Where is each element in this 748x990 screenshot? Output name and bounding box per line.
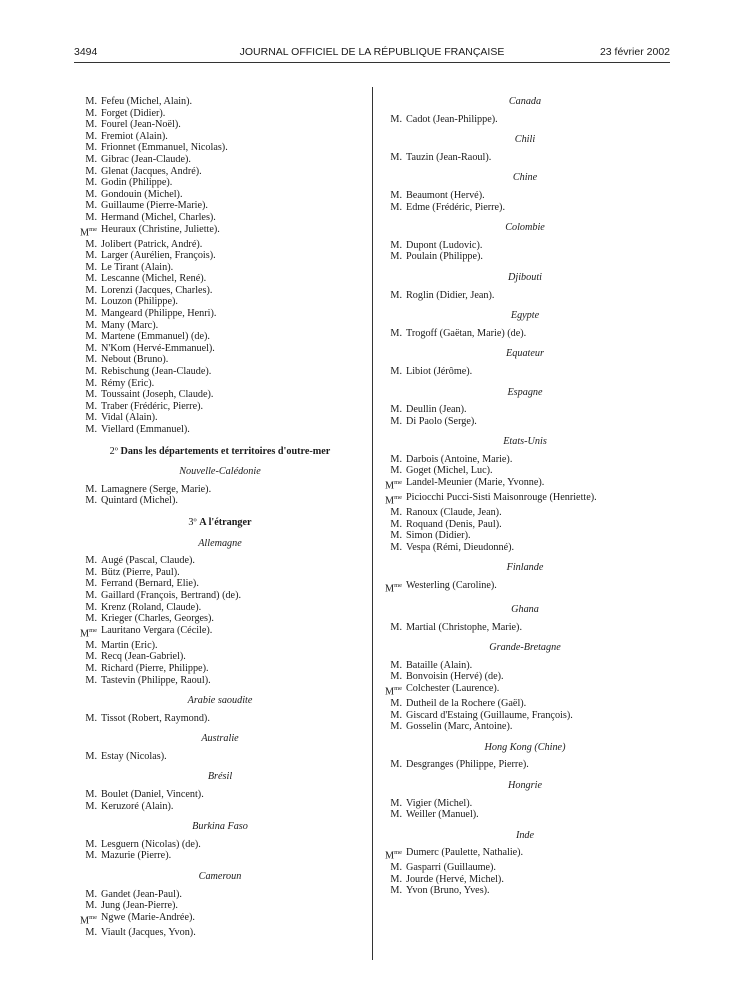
country-groups [80, 466, 360, 507]
civility: M. [85, 366, 97, 378]
list-item [80, 389, 360, 401]
person-name: Yvon (Bruno, Yves). [406, 885, 490, 897]
country-heading: Arabie saoudite [187, 695, 253, 707]
section-heading-etranger [80, 517, 360, 529]
list-item [80, 912, 360, 927]
civility: M. [85, 566, 97, 578]
civility: M. [390, 201, 402, 213]
person-name: Jolibert (Patrick, André). [101, 238, 203, 250]
country-heading: Chine [512, 172, 538, 184]
civility: M. [85, 495, 97, 507]
civility: M. [390, 189, 402, 201]
person-name: Recq (Jean-Gabriel). [101, 651, 186, 663]
person-name: Goget (Michel, Luc). [406, 465, 493, 477]
civility: M. [390, 697, 402, 709]
list-item [80, 602, 360, 614]
civility: M. [85, 211, 97, 223]
civility: M. [390, 404, 402, 416]
civility: M. [85, 284, 97, 296]
list-item [80, 296, 360, 308]
person-name: Godin (Philippe). [101, 177, 173, 189]
person-name: Quintard (Michel). [101, 495, 178, 507]
list-item [80, 331, 360, 343]
civility: M. [390, 659, 402, 671]
list-item [80, 424, 360, 436]
country-heading: Cameroun [198, 871, 242, 883]
list-item [80, 675, 360, 687]
person-name: Jung (Jean-Pierre). [101, 900, 178, 912]
person-name: Lamagnere (Serge, Marie). [101, 483, 212, 495]
civility: M. [85, 674, 97, 686]
civility: M. [390, 289, 402, 301]
list-item [385, 404, 665, 416]
person-name: Mazurie (Pierre). [101, 850, 172, 862]
list-item [80, 366, 360, 378]
list-item [80, 839, 360, 851]
list-item [385, 152, 665, 164]
list-item [80, 378, 360, 390]
civility: M. [390, 721, 402, 733]
list-item [80, 789, 360, 801]
civility: M. [85, 926, 97, 938]
list-item [385, 290, 665, 302]
person-name: Trogoff (Gaëtan, Marie) (de). [406, 327, 527, 339]
person-name: Dutheil de la Rochere (Gaël). [406, 697, 527, 709]
list-item [80, 927, 360, 939]
civility: M. [85, 555, 97, 567]
civility: M. [390, 621, 402, 633]
list-item [80, 625, 360, 640]
person-name: Tauzin (Jean-Raoul). [406, 151, 492, 163]
person-name: Hermand (Michel, Charles). [101, 211, 216, 223]
person-name: Poulain (Philippe). [406, 251, 483, 263]
person-name: Forget (Didier). [101, 107, 166, 119]
list-item [80, 889, 360, 901]
person-name: Viault (Jacques, Yvon). [101, 926, 196, 938]
person-name: Mangeard (Philippe, Henri). [101, 308, 217, 320]
list-item [80, 850, 360, 862]
list-item [80, 285, 360, 297]
civility: M. [85, 107, 97, 119]
person-name: Bonvoisin (Hervé) (de). [406, 671, 504, 683]
civility: M. [85, 651, 97, 663]
list-item [385, 580, 665, 595]
person-name: Martin (Eric). [101, 639, 158, 651]
civility: M. [390, 530, 402, 542]
person-name: Di Paolo (Serge). [406, 415, 477, 427]
person-name: Le Tirant (Alain). [101, 261, 174, 273]
civility: M. [85, 188, 97, 200]
list-item [385, 759, 665, 771]
list-item [385, 660, 665, 672]
person-name: Fremiot (Alain). [101, 130, 168, 142]
person-name: Simon (Didier). [406, 530, 471, 542]
list-item [80, 212, 360, 224]
list-item [385, 874, 665, 886]
civility: M. [390, 251, 402, 263]
list-item [385, 202, 665, 214]
list-item [80, 131, 360, 143]
civility: M. [85, 850, 97, 862]
person-name: Boulet (Daniel, Vincent). [101, 789, 204, 801]
person-name: Piciocchi Pucci-Sisti Maisonrouge (Henriette). [406, 492, 597, 504]
list-item [385, 240, 665, 252]
list-item [385, 683, 665, 698]
right-column [385, 96, 665, 897]
person-name: Westerling (Caroline). [406, 580, 497, 591]
person-name: Krenz (Roland, Claude). [101, 601, 202, 613]
list-item [385, 721, 665, 733]
civility: M. [85, 838, 97, 850]
person-name: Traber (Frédéric, Pierre). [101, 400, 204, 412]
person-name: Krieger (Charles, Georges). [101, 613, 214, 625]
list-item [385, 114, 665, 126]
person-name: Dupont (Ludovic). [406, 239, 483, 251]
civility: M. [85, 601, 97, 613]
list-item [80, 401, 360, 413]
civility: $M^{me}$ [385, 849, 403, 862]
person-name: Dumerc (Paulette, Nathalie). [406, 847, 524, 859]
civility: M. [390, 151, 402, 163]
list-item [80, 308, 360, 320]
civility: M. [85, 331, 97, 343]
country-heading: Egypte [510, 310, 540, 322]
country-heading: Australie [201, 733, 239, 745]
list-item [80, 262, 360, 274]
civility: M. [85, 389, 97, 401]
country-heading: Grande-Bretagne [489, 642, 561, 654]
civility: M. [85, 354, 97, 366]
civility: M. [390, 327, 402, 339]
civility: M. [390, 671, 402, 683]
civility: M. [390, 507, 402, 519]
civility: M. [85, 238, 97, 250]
person-name: Martene (Emmanuel) (de). [101, 331, 210, 343]
section-number: 3º [188, 516, 197, 528]
list-item [80, 751, 360, 763]
person-name: Vidal (Alain). [101, 412, 158, 424]
list-item [80, 142, 360, 154]
person-name: Toussaint (Joseph, Claude). [101, 389, 214, 401]
list-item [80, 166, 360, 178]
list-item [80, 651, 360, 663]
country-heading: Burkina Faso [192, 821, 248, 833]
page-number: 3494 [74, 46, 98, 58]
person-name: Estay (Nicolas). [101, 750, 167, 762]
person-name: Larger (Aurélien, François). [101, 250, 216, 262]
person-name: Lorenzi (Jacques, Charles). [101, 284, 213, 296]
list-item [385, 328, 665, 340]
list-item [80, 224, 360, 239]
person-name: Landel-Meunier (Marie, Yvonne). [406, 477, 545, 489]
civility: M. [390, 453, 402, 465]
column-divider [372, 87, 373, 960]
list-item [385, 530, 665, 542]
civility: M. [390, 518, 402, 530]
person-name: Lescanne (Michel, René). [101, 273, 207, 285]
person-name: Lesguern (Nicolas) (de). [101, 838, 201, 850]
civility: M. [85, 639, 97, 651]
list-item [385, 622, 665, 634]
civility: M. [85, 261, 97, 273]
civility: M. [390, 541, 402, 553]
list-item [385, 885, 665, 897]
person-name: Gosselin (Marc, Antoine). [406, 721, 513, 733]
civility: M. [85, 130, 97, 142]
person-name: Heuraux (Christine, Juliette). [101, 223, 220, 235]
civility: $M^{me}$ [385, 494, 403, 507]
person-name: N'Kom (Hervé-Emmanuel). [101, 342, 215, 354]
name-list [80, 96, 360, 436]
list-item [80, 200, 360, 212]
list-item [385, 519, 665, 531]
section-heading-outre-mer [80, 446, 360, 458]
list-item [80, 108, 360, 120]
person-name: Lauritano Vergara (Cécile). [101, 624, 213, 636]
civility: M. [85, 308, 97, 320]
person-name: Rémy (Eric). [101, 377, 155, 389]
civility: M. [85, 200, 97, 212]
person-name: Libiot (Jérôme). [406, 365, 473, 377]
civility: M. [85, 142, 97, 154]
list-item [80, 239, 360, 251]
civility: M. [85, 153, 97, 165]
section-title: Dans les départements et territoires d'outre-mer [120, 445, 331, 457]
person-name: Jourde (Hervé, Michel). [406, 873, 504, 885]
list-item [385, 809, 665, 821]
civility: M. [85, 483, 97, 495]
civility: M. [390, 862, 402, 874]
list-item [80, 189, 360, 201]
person-name: Ferrand (Bernard, Elie). [101, 578, 199, 590]
list-item [80, 320, 360, 332]
list-item [80, 713, 360, 725]
list-item [80, 567, 360, 579]
country-heading: Inde [515, 829, 535, 841]
country-heading: Chili [514, 134, 536, 146]
civility: M. [390, 239, 402, 251]
list-item [80, 177, 360, 189]
section-title: A l'étranger [199, 516, 252, 528]
person-name: Cadot (Jean-Philippe). [406, 113, 498, 125]
person-name: Fefeu (Michel, Alain). [101, 96, 193, 107]
civility: M. [85, 712, 97, 724]
list-item [385, 366, 665, 378]
person-name: Bataille (Alain). [406, 659, 473, 671]
person-name: Ranoux (Claude, Jean). [406, 507, 502, 519]
person-name: Martial (Christophe, Marie). [406, 621, 522, 633]
civility: M. [85, 319, 97, 331]
civility: M. [390, 809, 402, 821]
civility: $M^{me}$ [80, 626, 98, 640]
person-name: Deullin (Jean). [406, 404, 467, 416]
person-name: Keruzoré (Alain). [101, 800, 174, 812]
civility: M. [85, 613, 97, 625]
country-heading: Etats-Unis [503, 436, 547, 448]
civility: M. [390, 873, 402, 885]
person-name: Frionnet (Emmanuel, Nicolas). [101, 142, 228, 154]
country-heading: Brésil [207, 771, 233, 783]
person-name: Gaillard (François, Bertrand) (de). [101, 589, 242, 601]
country-heading: Allemagne [198, 537, 242, 549]
civility: M. [85, 888, 97, 900]
person-name: Tissot (Robert, Raymond). [101, 712, 210, 724]
publication-date: 23 février 2002 [599, 46, 670, 58]
list-item [385, 798, 665, 810]
list-item [385, 507, 665, 519]
person-name: Guillaume (Pierre-Marie). [101, 200, 208, 212]
civility: M. [390, 465, 402, 477]
civility: M. [390, 885, 402, 897]
list-item [80, 343, 360, 355]
section-number: 2º [109, 445, 118, 457]
list-item [385, 465, 665, 477]
person-name: Beaumont (Hervé). [406, 189, 485, 201]
country-heading: Ghana [511, 603, 539, 615]
civility: $M^{me}$ [80, 913, 98, 927]
list-item [385, 671, 665, 683]
journal-title: JOURNAL OFFICIEL DE LA RÉPUBLIQUE FRANÇAISE [239, 46, 505, 58]
civility: M. [390, 365, 402, 377]
person-name: Gibrac (Jean-Claude). [101, 153, 191, 165]
list-item [385, 190, 665, 202]
list-item [385, 416, 665, 428]
civility: M. [85, 578, 97, 590]
person-name: Fourel (Jean-Noël). [101, 119, 181, 131]
country-heading: Nouvelle-Calédonie [179, 466, 261, 478]
person-name: Gondouin (Michel). [101, 188, 183, 200]
country-heading: Hongrie [508, 779, 542, 791]
country-heading: Espagne [507, 386, 543, 398]
civility: M. [85, 342, 97, 354]
civility: M. [85, 400, 97, 412]
civility: M. [85, 424, 97, 436]
list-item [80, 495, 360, 507]
list-item [80, 250, 360, 262]
page-header [74, 46, 670, 62]
list-item [385, 710, 665, 722]
person-name: Nebout (Bruno). [101, 354, 169, 366]
person-name: Roquand (Denis, Paul). [406, 518, 502, 530]
civility: M. [85, 377, 97, 389]
list-item [80, 273, 360, 285]
list-item [385, 492, 665, 507]
list-item [80, 96, 360, 108]
country-heading: Colombie [505, 222, 545, 234]
person-name: Richard (Pierre, Philippe). [101, 662, 209, 674]
country-heading: Equateur [506, 348, 544, 360]
civility: M. [390, 709, 402, 721]
list-item [385, 847, 665, 862]
person-name: Vespa (Rémi, Dieudonné). [406, 541, 515, 553]
civility: M. [85, 900, 97, 912]
person-name: Many (Marc). [101, 319, 159, 331]
list-item [385, 251, 665, 263]
country-heading: Finlande [506, 562, 544, 574]
list-item [80, 640, 360, 652]
person-name: Louzon (Philippe). [101, 296, 178, 308]
civility: M. [85, 273, 97, 285]
person-name: Tastevin (Philippe, Raoul). [101, 674, 211, 686]
civility: M. [85, 750, 97, 762]
country-groups [80, 538, 360, 939]
civility: M. [390, 113, 402, 125]
header-rule [74, 62, 670, 63]
civility: $M^{me}$ [385, 479, 403, 492]
civility: M. [85, 165, 97, 177]
list-item [385, 454, 665, 466]
civility: M. [85, 412, 97, 424]
civility: M. [85, 789, 97, 801]
person-name: Rebischung (Jean-Claude). [101, 366, 212, 378]
list-item [80, 613, 360, 625]
civility: M. [390, 759, 402, 771]
list-item [80, 119, 360, 131]
list-item [385, 542, 665, 554]
person-name: Augé (Pascal, Claude). [101, 555, 195, 567]
list-item [385, 477, 665, 492]
person-name: Desgranges (Philippe, Pierre). [406, 759, 529, 771]
list-item [80, 801, 360, 813]
list-item [80, 354, 360, 366]
civility: M. [85, 662, 97, 674]
country-heading: Djibouti [508, 271, 542, 283]
list-item [80, 412, 360, 424]
person-name: Colchester (Laurence). [406, 682, 500, 694]
civility: $M^{me}$ [385, 684, 403, 698]
civility: $M^{me}$ [385, 582, 403, 595]
list-item [80, 484, 360, 496]
civility: M. [85, 96, 97, 107]
person-name: Glenat (Jacques, André). [101, 165, 202, 177]
person-name: Ngwe (Marie-Andrée). [101, 911, 195, 923]
list-item [385, 698, 665, 710]
list-item [80, 663, 360, 675]
civility: M. [85, 589, 97, 601]
list-item [80, 590, 360, 602]
person-name: Gasparri (Guillaume). [406, 862, 496, 874]
country-heading: Canada [508, 96, 542, 107]
list-item [80, 578, 360, 590]
civility: $M^{me}$ [80, 225, 98, 238]
civility: M. [390, 797, 402, 809]
list-item [80, 154, 360, 166]
civility: M. [85, 800, 97, 812]
list-item [80, 900, 360, 912]
country-heading: Hong Kong (Chine) [484, 741, 566, 753]
list-item [385, 862, 665, 874]
person-name: Darbois (Antoine, Marie). [406, 453, 513, 465]
person-name: Weiller (Manuel). [406, 809, 479, 821]
person-name: Roglin (Didier, Jean). [406, 289, 495, 301]
person-name: Vigier (Michel). [406, 797, 473, 809]
civility: M. [85, 177, 97, 189]
person-name: Giscard d'Estaing (Guillaume, François). [406, 709, 573, 721]
person-name: Viellard (Emmanuel). [101, 424, 190, 436]
left-column [80, 96, 360, 938]
person-name: Edme (Frédéric, Pierre). [406, 201, 505, 213]
civility: M. [390, 415, 402, 427]
list-item [80, 555, 360, 567]
civility: M. [85, 119, 97, 131]
person-name: Bütz (Pierre, Paul). [101, 566, 180, 578]
civility: M. [85, 296, 97, 308]
person-name: Gandet (Jean-Paul). [101, 888, 182, 900]
civility: M. [85, 250, 97, 262]
